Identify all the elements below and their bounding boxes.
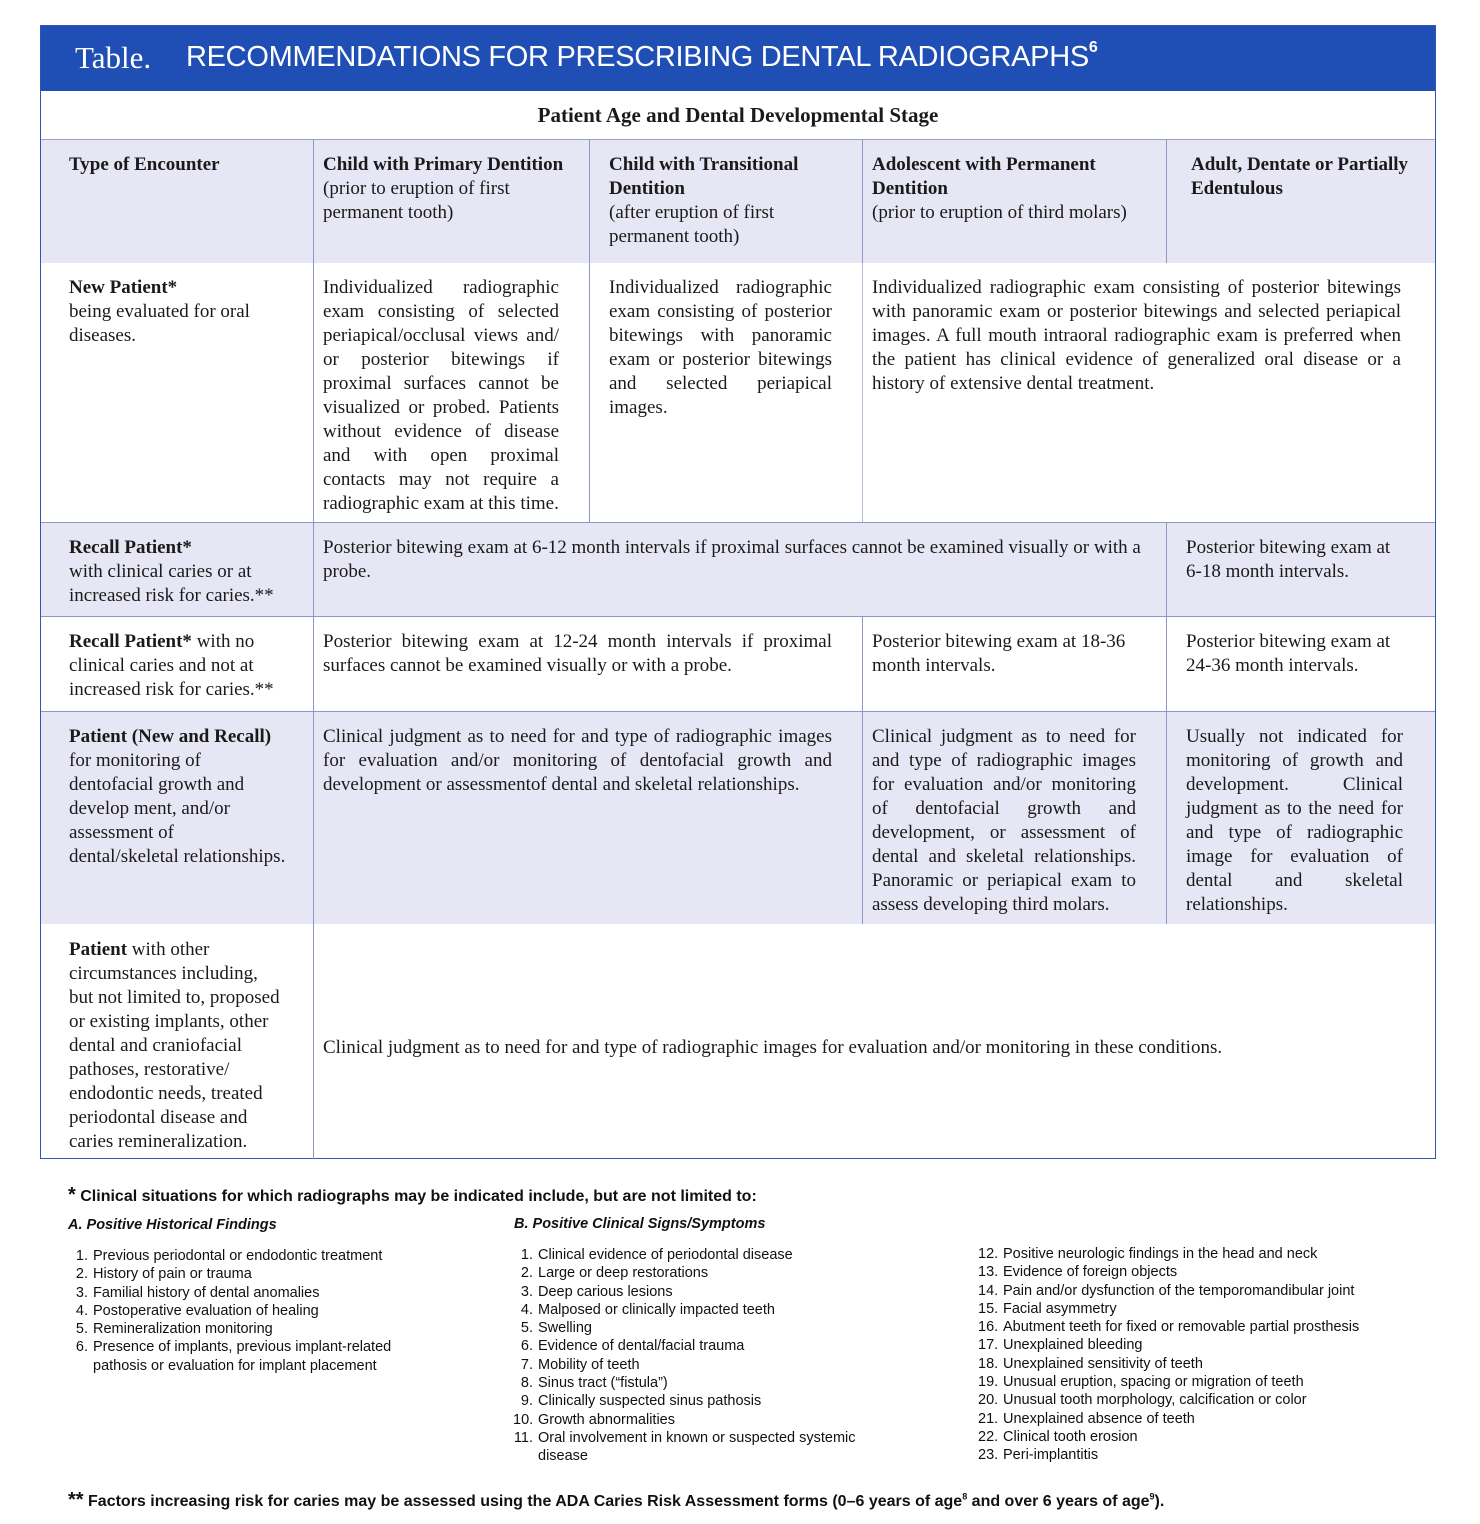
list-item-text: Presence of implants, previous implant-related pathosis or evaluation for implant placement bbox=[93, 1339, 392, 1374]
list-item-text: Remineralization monitoring bbox=[93, 1321, 273, 1338]
historical-findings-list bbox=[68, 1247, 428, 1375]
col-header-sub: (prior to eruption of third molars) bbox=[872, 202, 1127, 223]
grid-line bbox=[862, 616, 863, 924]
col-header-title: Adult, Dentate or Partially Edentulous bbox=[1191, 154, 1409, 199]
list-item-number: 23. bbox=[978, 1447, 999, 1464]
list-item-number: 15. bbox=[978, 1300, 999, 1317]
col-header-adolescent bbox=[862, 140, 1166, 263]
list-item-text: Clinically suspected sinus pathosis bbox=[538, 1393, 762, 1410]
list-item bbox=[978, 1282, 1398, 1300]
row-growth-adolescent: Clinical judgment as to need for and type of radiographic images for evaluation and/or monitoring of dentofacial growth and development, or assessment of dental and skeletal relationships. Panoramic or periapical exam to assess developing third molars. bbox=[862, 712, 1166, 924]
list-item bbox=[513, 1283, 893, 1301]
row-recall-no-caries-encounter bbox=[41, 617, 313, 711]
col-header-transitional bbox=[589, 140, 862, 263]
list-item bbox=[978, 1336, 1398, 1354]
list-item-text: Unexplained absence of teeth bbox=[1003, 1410, 1195, 1427]
row-recall-no-caries-adult: Posterior bitewing exam at 24-36 month intervals. bbox=[1186, 631, 1391, 676]
encounter-text: with clinical caries or at increased risk for caries.** bbox=[69, 561, 274, 606]
list-item-text: Postoperative evaluation of healing bbox=[93, 1302, 319, 1319]
grid-line bbox=[41, 616, 1435, 617]
factors-ref-2: 9 bbox=[1149, 1491, 1155, 1502]
list-item-number: 22. bbox=[978, 1428, 999, 1445]
encounter-bold: Recall Patient* bbox=[69, 631, 192, 652]
recommendations-table bbox=[40, 25, 1436, 1159]
list-item bbox=[68, 1338, 428, 1375]
list-item-number: 4. bbox=[75, 1302, 88, 1319]
list-item-number: 2. bbox=[75, 1266, 88, 1283]
list-item-number: 16. bbox=[978, 1319, 999, 1336]
group-header: Patient Age and Dental Developmental Stage bbox=[41, 91, 1435, 140]
list-item-text: Evidence of dental/facial trauma bbox=[538, 1338, 745, 1355]
table-title-ref: 6 bbox=[1088, 39, 1098, 56]
col-header-sub: (prior to eruption of first permanent tooth) bbox=[323, 178, 510, 223]
list-item-number: 1. bbox=[75, 1248, 88, 1264]
col-header-primary bbox=[313, 140, 589, 263]
encounter-bold: Recall Patient* bbox=[69, 537, 192, 558]
list-item-text: Clinical tooth erosion bbox=[1003, 1428, 1138, 1445]
list-item-number: 5. bbox=[520, 1320, 533, 1337]
clinical-signs-list-1 bbox=[513, 1246, 893, 1466]
list-item-number: 20. bbox=[978, 1392, 999, 1409]
list-item-text: History of pain or trauma bbox=[93, 1266, 252, 1283]
list-item bbox=[978, 1318, 1398, 1336]
list-item bbox=[513, 1246, 893, 1264]
row-recall-no-caries-primary-transitional: Posterior bitewing exam at 12-24 month intervals if proximal surfaces cannot be examined visually or with a probe. bbox=[323, 631, 832, 676]
list-item bbox=[68, 1284, 428, 1302]
list-item bbox=[978, 1391, 1398, 1409]
list-item bbox=[978, 1263, 1398, 1281]
list-item-text: Large or deep restorations bbox=[538, 1265, 709, 1282]
row-new-patient-primary: Individualized radiographic exam consisting of selected periapical/occlusal views and/ or posterior bitewings if proximal surfaces cannot be visualized or probed. Patients without evidence of disease and with open proximal contacts may not require a radiographic exam at this time. bbox=[323, 277, 559, 514]
col-header-title: Type of Encounter bbox=[69, 154, 220, 175]
list-item-number: 13. bbox=[978, 1264, 999, 1281]
col-header-sub: (after eruption of first permanent tooth) bbox=[609, 202, 775, 247]
list-item-number: 8. bbox=[520, 1375, 533, 1392]
table-title-bar bbox=[41, 26, 1435, 91]
col-header-adult bbox=[1166, 140, 1435, 263]
row-other-all-stages: Clinical judgment as to need for and type of radiographic images for evaluation and/or monitoring in these conditions. bbox=[323, 1037, 1223, 1058]
row-growth-primary-transitional: Clinical judgment as to need for and type of radiographic images for evaluation and/or monitoring of dentofacial growth and development or assessmentof dental and skeletal relationships. bbox=[313, 712, 862, 924]
list-item bbox=[978, 1373, 1398, 1391]
list-item-text: Malposed or clinically impacted teeth bbox=[538, 1301, 775, 1318]
list-item bbox=[513, 1337, 893, 1355]
footnote-caries-risk bbox=[68, 1489, 1164, 1512]
list-item bbox=[978, 1300, 1398, 1318]
list-item bbox=[513, 1392, 893, 1410]
list-item bbox=[68, 1320, 428, 1338]
encounter-text: with other circumstances including, but not limited to, proposed or existing implants, other dental and craniofacial pathoses, restorative/ endodontic needs, treated periodontal disease and caries remineralization. bbox=[69, 939, 280, 1152]
row-new-patient-transitional: Individualized radiographic exam consisting of posterior bitewings with panoramic exam or posterior bitewings and selected periapical images. bbox=[609, 277, 832, 418]
encounter-bold: Patient (New and Recall) bbox=[69, 726, 272, 747]
encounter-text: for monitoring of dentofacial growth and develop ment, and/or assessment of dental/skeletal relationships. bbox=[69, 750, 286, 867]
list-item-number: 7. bbox=[520, 1356, 533, 1373]
list-item bbox=[978, 1410, 1398, 1428]
table-title bbox=[186, 41, 1098, 74]
grid-line bbox=[1166, 139, 1167, 263]
list-item-text: Unusual tooth morphology, calcification or color bbox=[1003, 1392, 1307, 1409]
row-new-patient-adolescent-adult: Individualized radiographic exam consisting of posterior bitewings with panoramic exam or posterior bitewings and selected periapical images. A full mouth intraoral radiographic exam is preferred when the patient has clinical evidence of generalized oral disease or a history of extensive dental treatment. bbox=[872, 277, 1401, 394]
col-header-title: Child with Primary Dentition bbox=[323, 154, 564, 175]
grid-line bbox=[589, 139, 590, 523]
encounter-text: being evaluated for oral diseases. bbox=[69, 301, 250, 346]
list-item bbox=[513, 1264, 893, 1282]
col-header-title: Child with Transitional Dentition bbox=[609, 154, 799, 199]
list-item-text: Clinical evidence of periodontal disease bbox=[538, 1247, 793, 1263]
row-other-encounter bbox=[41, 925, 313, 1158]
footnote-star: * bbox=[68, 1184, 76, 1206]
row-growth-encounter bbox=[41, 712, 313, 924]
list-item-number: 3. bbox=[75, 1284, 88, 1301]
table-title-text: RECOMMENDATIONS FOR PRESCRIBING DENTAL RADIOGRAPHS bbox=[186, 41, 1089, 73]
list-item-text: Deep carious lesions bbox=[538, 1283, 673, 1300]
footnote-intro: Clinical situations for which radiographs may be indicated include, but are not limited to: bbox=[80, 1188, 757, 1205]
list-item-text: Peri-implantitis bbox=[1003, 1447, 1099, 1464]
list-item-number: 14. bbox=[978, 1282, 999, 1299]
footnote-clinical-situations bbox=[68, 1184, 757, 1207]
list-item bbox=[68, 1265, 428, 1283]
list-item-text: Evidence of foreign objects bbox=[1003, 1264, 1178, 1281]
row-recall-no-caries-adolescent: Posterior bitewing exam at 18-36 month intervals. bbox=[872, 631, 1126, 676]
list-item-number: 21. bbox=[978, 1410, 999, 1427]
col-header-encounter bbox=[41, 140, 313, 263]
list-item bbox=[978, 1245, 1398, 1263]
list-item-number: 4. bbox=[520, 1301, 533, 1318]
encounter-bold: New Patient* bbox=[69, 277, 178, 298]
list-item-number: 6. bbox=[75, 1339, 88, 1356]
factors-text-a: Factors increasing risk for caries may be assessed using the ADA Caries Risk Assessment forms (0–6 years of age bbox=[88, 1493, 963, 1510]
list-item bbox=[513, 1374, 893, 1392]
section-a-heading: A. Positive Historical Findings bbox=[68, 1217, 277, 1233]
row-recall-caries-encounter bbox=[41, 523, 313, 617]
list-item-number: 1. bbox=[520, 1247, 533, 1263]
list-item-number: 11. bbox=[513, 1429, 533, 1446]
grid-line bbox=[41, 522, 1435, 523]
section-b-heading: B. Positive Clinical Signs/Symptoms bbox=[514, 1216, 766, 1232]
list-item-number: 12. bbox=[978, 1246, 999, 1262]
list-item-text: Swelling bbox=[538, 1320, 592, 1337]
table-label: Table. bbox=[75, 40, 152, 75]
list-item bbox=[513, 1319, 893, 1337]
list-item-number: 10. bbox=[513, 1411, 534, 1428]
list-item-text: Abutment teeth for fixed or removable partial prosthesis bbox=[1003, 1319, 1360, 1336]
footnote-star: ** bbox=[68, 1489, 84, 1511]
grid-line bbox=[313, 139, 314, 1159]
row-recall-caries-adult: Posterior bitewing exam at 6-18 month intervals. bbox=[1166, 523, 1435, 617]
list-item-number: 2. bbox=[520, 1265, 533, 1282]
col-header-title: Adolescent with Permanent Dentition bbox=[872, 154, 1096, 199]
grid-line bbox=[41, 711, 1435, 712]
list-item-number: 17. bbox=[978, 1337, 999, 1354]
list-item-text: Familial history of dental anomalies bbox=[93, 1284, 320, 1301]
list-item-text: Growth abnormalities bbox=[538, 1411, 675, 1428]
list-item bbox=[68, 1247, 428, 1265]
list-item-text: Oral involvement in known or suspected systemic disease bbox=[538, 1429, 856, 1465]
list-item-text: Unexplained sensitivity of teeth bbox=[1003, 1355, 1203, 1372]
list-item-text: Unexplained bleeding bbox=[1003, 1337, 1143, 1354]
encounter-text: with no clinical caries and not at increased risk for caries.** bbox=[69, 631, 274, 700]
row-recall-caries-children: Posterior bitewing exam at 6-12 month intervals if proximal surfaces cannot be examined visually or with a probe. bbox=[313, 523, 1166, 617]
list-item bbox=[978, 1446, 1398, 1464]
list-item bbox=[513, 1429, 893, 1466]
list-item-number: 6. bbox=[520, 1338, 533, 1355]
list-item-text: Sinus tract (“fistula”) bbox=[538, 1375, 668, 1392]
list-item-text: Pain and/or dysfunction of the temporomandibular joint bbox=[1003, 1282, 1355, 1299]
list-item-text: Positive neurologic findings in the head and neck bbox=[1003, 1246, 1318, 1262]
grid-line bbox=[1166, 522, 1167, 924]
list-item-number: 19. bbox=[978, 1374, 999, 1391]
grid-line bbox=[862, 263, 863, 523]
list-item bbox=[978, 1355, 1398, 1373]
list-item bbox=[68, 1302, 428, 1320]
list-item-number: 3. bbox=[520, 1283, 533, 1300]
factors-ref-1: 8 bbox=[962, 1491, 968, 1502]
list-item-number: 9. bbox=[520, 1393, 533, 1410]
list-item-number: 5. bbox=[75, 1321, 88, 1338]
factors-text-b: and over 6 years of age bbox=[967, 1493, 1150, 1510]
grid-line bbox=[862, 139, 863, 263]
encounter-bold: Patient bbox=[69, 939, 128, 960]
list-item-text: Previous periodontal or endodontic treatment bbox=[93, 1248, 383, 1264]
list-item-text: Facial asymmetry bbox=[1003, 1300, 1117, 1317]
clinical-signs-list-2 bbox=[978, 1245, 1398, 1465]
list-item-number: 18. bbox=[978, 1355, 999, 1372]
list-item bbox=[513, 1301, 893, 1319]
row-new-patient-encounter bbox=[41, 263, 313, 522]
list-item bbox=[978, 1428, 1398, 1446]
list-item-text: Mobility of teeth bbox=[538, 1356, 640, 1373]
row-growth-adult: Usually not indicated for monitoring of growth and development. Clinical judgment as to the need for and type of radiographic image for evaluation of dental and skeletal relationships. bbox=[1166, 712, 1435, 924]
list-item bbox=[513, 1356, 893, 1374]
factors-text-c: ). bbox=[1154, 1493, 1165, 1510]
list-item bbox=[513, 1411, 893, 1429]
list-item-text: Unusual eruption, spacing or migration of teeth bbox=[1003, 1374, 1304, 1391]
